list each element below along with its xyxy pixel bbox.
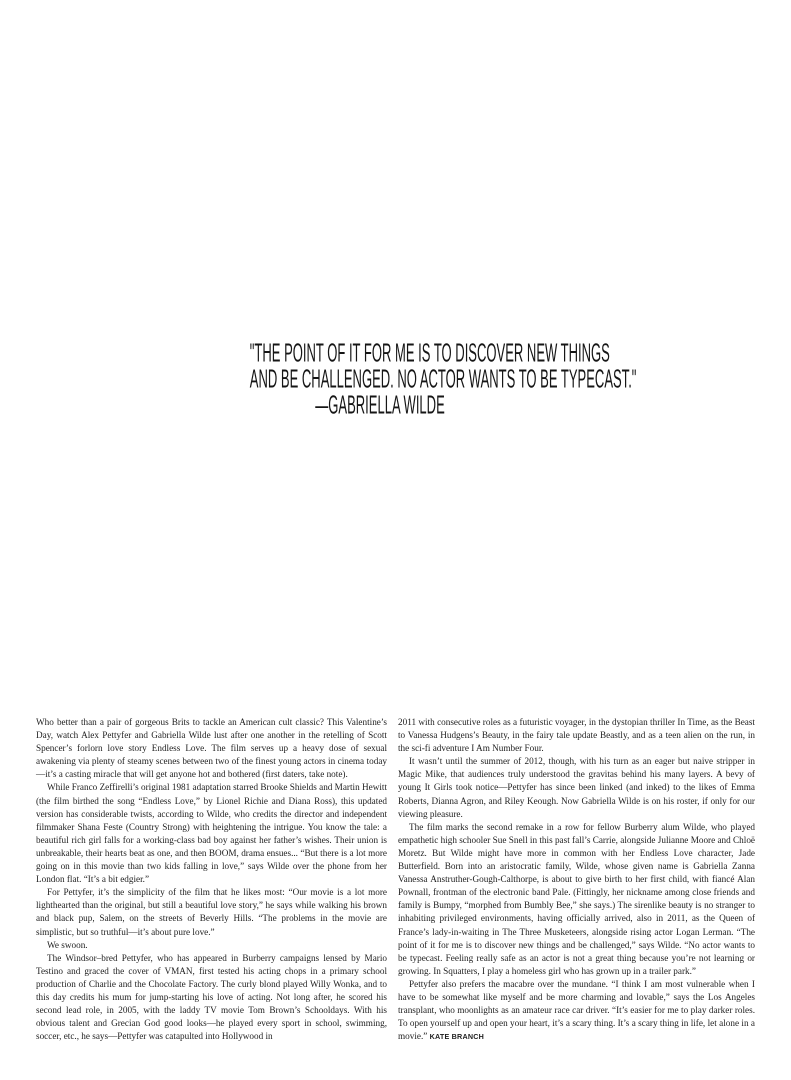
paragraph-intro: Who better than a pair of gorgeous Brits to tackle an American cult classic? This Valentine’s Day, watch Alex Pettyfer and Gabriella Wilde lust after one another in the retelling of Scott Spencer’s forlorn love story Endless Love. The film serves up a heavy dose of sexual awakening via plenty of steamy scenes between two of the finest young actors in cinema today—it’s a casting miracle that will get anyone hot and bothered (first daters, take note). [36, 717, 387, 780]
paragraph: The Windsor–bred Pettyfer, who has appeared in Burberry campaigns lensed by Mario Testino and graced the cover of VMAN, first tested his acting chops in a primary school production of Charlie and the Chocolate Factory. The curly blond played Willy Wonka, and to this day credits his mum for jump-starting his love of acting. Not long after, he scored his second lead role, in 2005, with the laddy TV movie Tom Brown’s Schooldays. With his obvious talent and Grecian God good looks—he played every sport in school, swimming, soccer, etc., he says—Pettyfer was catapulted into Hollywood in [36, 952, 387, 1042]
paragraph-final [398, 978, 755, 1043]
paragraph-continued: 2011 with consecutive roles as a futuristic voyager, in the dystopian thriller In Time, as the Beast to Vanessa Hudgens’s Beauty, in the fairy tale update Beastly, and as a teen alien on the run, in the sci-fi adventure I Am Number Four. [398, 717, 755, 754]
paragraph: For Pettyfer, it’s the simplicity of the film that he likes most: “Our movie is a lot more lighthearted than the original, but still a beautiful love story,” he says while walking his brown and black pup, Salem, on the streets of Beverly Hills. “The problems in the movie are simplistic, but so truthful—it’s about pure love.” [36, 887, 387, 937]
pull-quote [249, 339, 637, 420]
author-byline: KATE BRANCH [429, 1032, 485, 1042]
pull-quote-line-1: "THE POINT OF IT FOR ME IS TO DISCOVER NEW THINGS [249, 339, 610, 368]
article-column-left [36, 716, 387, 1043]
paragraph-final-text: Pettyfer also prefers the macabre over the mundane. “I think I am most vulnerable when I have to be somewhat like myself and be more charming and lovable,” says the Los Angeles transplant, who moonlights as an amateur race car driver. “It’s easier for me to play darker roles. To open yourself up and open your heart, it’s a scary thing. It’s a scary thing in life, let alone in a movie.” [398, 978, 755, 1042]
pull-quote-attribution: —GABRIELLA WILDE [315, 391, 445, 420]
paragraph: The film marks the second remake in a row for fellow Burberry alum Wilde, who played empathetic high schooler Sue Snell in this past fall’s Carrie, alongside Julianne Moore and Chloë Moretz. But Wilde might have more in common with her Endless Love character, Jade Butterfield. Born into an aristocratic family, Wilde, whose given name is Gabriella Zanna Vanessa Anstruther-Gough-Calthorpe, is about to give birth to her first child, with fiancé Alan Pownall, frontman of the electronic band Pale. (Fittingly, her nickname among close friends and family is Bumpy, “morphed from Bumbly Bee,” she says.) The sirenlike beauty is no stranger to inhabiting privileged environments, having officially arrived, also in 2011, as the Queen of France’s lady-in-waiting in The Three Musketeers, alongside rising actor Logan Lerman. “The point of it for me is to discover new things and be challenged,” says Wilde. “No actor wants to be typecast. Feeling really safe as an actor is not a great thing because you’re not learning or growing. In Squatters, I play a homeless girl who has grown up in a trailer park.” [398, 821, 755, 976]
article-column-right [398, 716, 755, 1043]
paragraph: While Franco Zeffirelli’s original 1981 adaptation starred Brooke Shields and Martin Hewitt (the film birthed the song “Endless Love,” by Lionel Richie and Diana Ross), this updated version has considerable twists, according to Wilde, who credits the director and independent filmmaker Shana Feste (Country Strong) with heightening the intrigue. You know the tale: a beautiful rich girl falls for a working-class bad boy against her father’s wishes. Their union is unbreakable, their hearts beat as one, and then BOOM, drama ensues... “But there is a lot more going on in this movie than two kids falling in love,” says Wilde over the phone from her London flat. “It’s a bit edgier.” [36, 782, 387, 885]
article-body [0, 716, 791, 1066]
pull-quote-line-2: AND BE CHALLENGED. NO ACTOR WANTS TO BE TYPECAST." [249, 365, 637, 394]
paragraph: It wasn’t until the summer of 2012, though, with his turn as an eager but naive stripper in Magic Mike, that audiences truly understood the gravitas behind his many layers. A bevy of young It Girls took notice—Pettyfer has since been linked (and inked) to the likes of Emma Roberts, Dianna Agron, and Riley Keough. Now Gabriella Wilde is on his roster, if only for our viewing pleasure. [398, 756, 755, 819]
paragraph: We swoon. [47, 939, 88, 950]
